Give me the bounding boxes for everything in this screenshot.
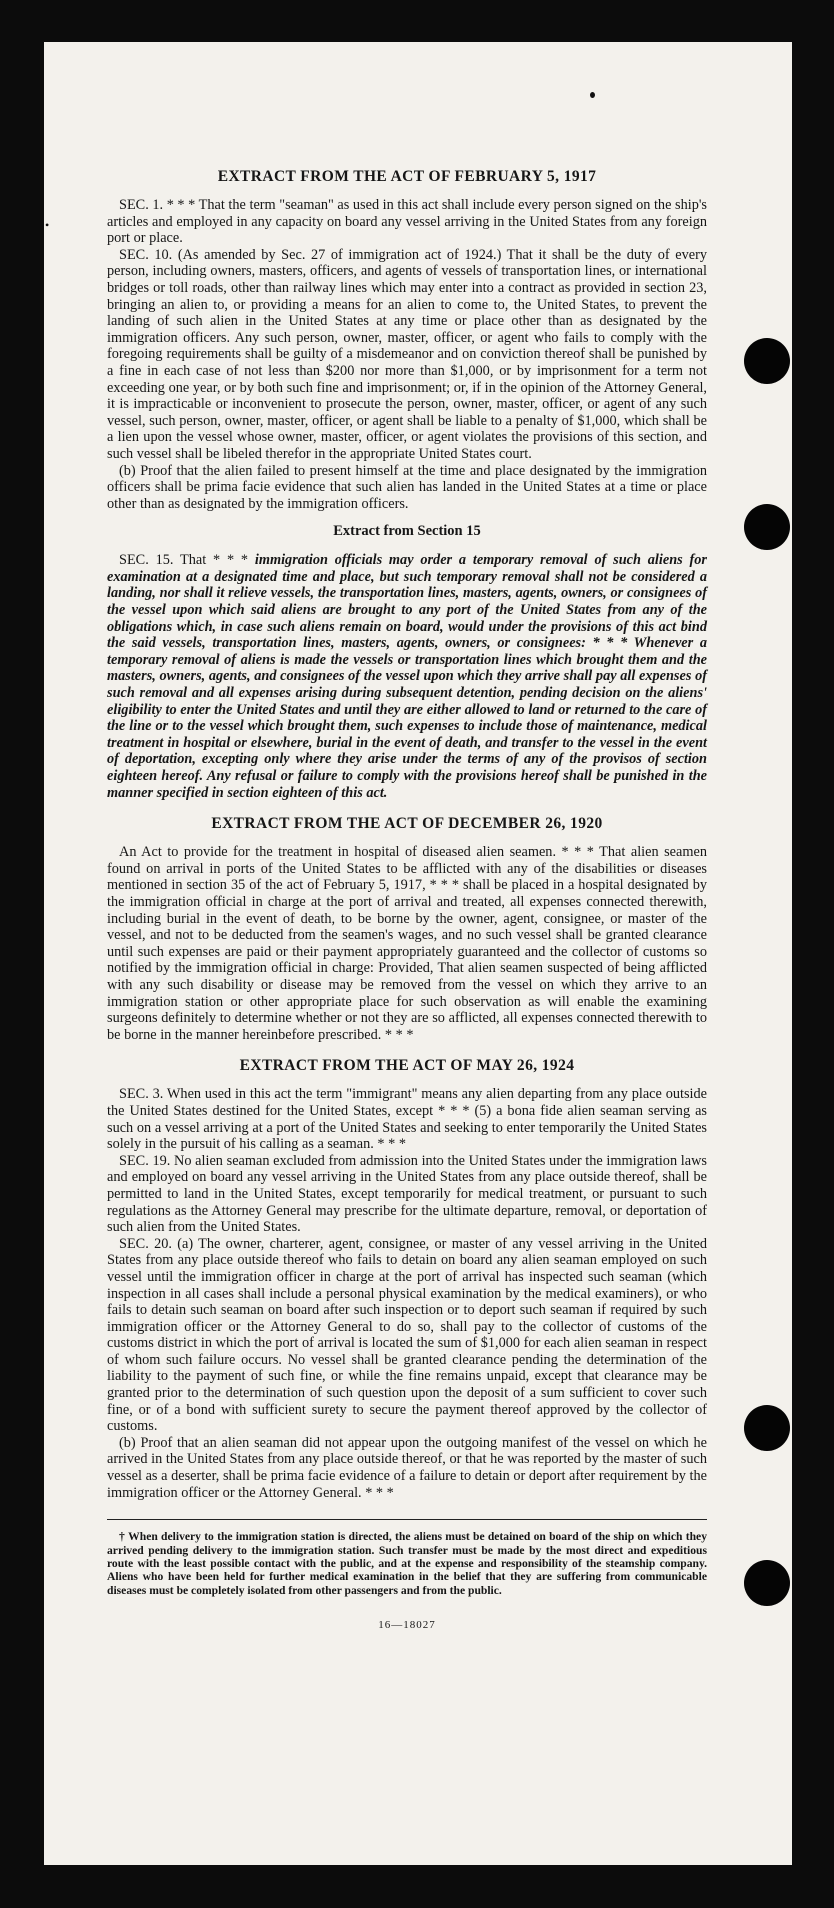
paragraph-sec-15 <box>107 552 707 801</box>
section-heading-feb-1917: EXTRACT FROM THE ACT OF FEBRUARY 5, 1917 <box>217 168 597 185</box>
paragraph-sec-10: SEC. 10. (As amended by Sec. 27 of immigration act of 1924.) That it shall be the duty of every person, including owners, masters, officers, and agents of vessels of transportation lines, or international bridges or toll roads, other than railway lines which may enter into a contract as provided in section 23, bringing an alien to, or providing a means for an alien to come to, the United States, to prevent the landing of such alien in the United States at any time or place other than as designated by the immigration officers. Any such person, owner, master, officer, or agent who fails to comply with the foregoing requirements shall be guilty of a misdemeanor and on conviction thereof shall be punished by a fine in each case of not less than $200 nor more than $1,000, or by imprisonment for a term not exceeding one year, or by both such fine and imprisonment; or, if in the opinion of the Attorney General, it is impracticable or inconvenient to prosecute the person, owner, master, officer, or agent of any such vessel, such person, owner, master, officer, or agent shall be liable to a penalty of $1,000, which shall be a lien upon the vessel whose owner, master, officer, or agent violates the provisions of this section, and such vessel shall be libeled therefor in the appropriate United States court. <box>107 246 707 462</box>
punch-hole <box>744 1560 790 1606</box>
paragraph-sec-19: SEC. 19. No alien seaman excluded from admission into the United States under the immigration laws and employed on board any vessel arriving in the United States from any place outside thereof, shall be permitted to land in the United States, except temporarily for medical treatment, or pursuant to such regulations as the Attorney General may prescribe for the ultimate departure, removal, or deportation of such alien from the United States. <box>107 1152 707 1236</box>
punch-hole <box>744 1405 790 1451</box>
paragraph-sec-20-b: (b) Proof that an alien seaman did not appear upon the outgoing manifest of the vessel on which he arrived in the United States from any place outside thereof, or that he was reported by the master of such vessel as a deserter, shall be prima facie evidence of a failure to detain or deport after requirement by the immigration officer or the Attorney General. * * * <box>107 1434 707 1501</box>
paragraph-sec-10-b: (b) Proof that the alien failed to present himself at the time and place designated by the immigration officers shall be prima facie evidence that such alien has landed in the United States at a time or place other than as designated by the immigration officers. <box>107 462 707 512</box>
footnote-divider <box>107 1519 707 1520</box>
footnote-block <box>107 1530 707 1597</box>
sec-15-body: immigration officials may order a temporary removal of such aliens for examination at a designated time and place, but such temporary removal shall not be considered a landing, nor shall it relieve vessels, the transportation lines, masters, agents, owners, or consignees of the vessel upon which said aliens are brought to any port of the United States from any of the obligations which, in case such aliens remain on board, would under the provisions of this act bind the said vessels, transportation lines, masters, agents, owners, or consignees: * * * Whenever a temporary removal of aliens is made the vessels or transportation lines which brought them and the masters, owners, agents, and consignees of the vessel upon which they arrive shall pay all expenses of such removal and all expenses arising during subsequent detention, pending decision on the aliens' eligibility to enter the United States and until they are either allowed to land or returned to the care of the line or to the vessel which brought them, such expenses to include those of maintenance, medical treatment in hospital or elsewhere, burial in the event of death, and transfer to the vessel in the event of deportation, excepting only where they arise under the terms of any of the provisos of section eighteen hereof. Any refusal or failure to comply with the provisions hereof shall be punished in the manner specified in section eighteen of this act. <box>107 552 707 801</box>
section-heading-section-15: Extract from Section 15 <box>333 523 481 540</box>
footnote-text: † When delivery to the immigration station is directed, the aliens must be detained on board of the ship on which they arrived pending delivery to the immigration station. Such transfer must be made by the most direct and expeditious route with the least possible contact with the public, and at the expense and responsibility of the steamship company. Aliens who have been held for further medical examination in the belief that they are suffering from communicable diseases must be completely isolated from other passengers and from the public. <box>107 1530 707 1597</box>
section-heading-may-1924: EXTRACT FROM THE ACT OF MAY 26, 1924 <box>239 1057 575 1075</box>
page-number: 16—18027 <box>378 1619 436 1632</box>
punch-hole <box>744 338 790 384</box>
stray-mark: • <box>45 218 50 232</box>
paragraph-act-1920: An Act to provide for the treatment in hospital of diseased alien seamen. * * * That alien seamen found on arrival in ports of the United States to be afflicted with any of the disabilities or diseases mentioned in section 35 of the act of February 5, 1917, * * * shall be placed in a hospital designated by the immigration official in charge at the port of arrival and treated, all expenses connected therewith, including burial in the event of death, to be borne by the owner, agent, consignee, or master of the vessel, and not to be deducted from the seamen's wages, and no such vessel shall be granted clearance until such expenses are paid or their payment appropriately guaranteed and the collector of customs so notified by the immigration official in charge: Provided, That alien seamen suspected of being afflicted with any such disability or disease may be removed from the vessel on which they arrive to an immigration station or other appropriate place for such observation as will enable the examining surgeons definitely to determine whether or not they are so afflicted, all expenses connected therewith to be borne in the manner hereinbefore prescribed. * * * <box>107 844 707 1043</box>
paper-speck <box>590 92 595 98</box>
section-heading-dec-1920: EXTRACT FROM THE ACT OF DECEMBER 26, 1920 <box>211 815 603 833</box>
paragraph-sec-20-a: SEC. 20. (a) The owner, charterer, agent, consignee, or master of any vessel arriving in the United States from any place outside thereof who fails to detain on board any alien seaman employed on such vessel until the immigration officer in charge at the port of arrival has inspected such seaman (which inspection in all cases shall include a personal physical examination by the medical examiners), or who fails to detain such seaman on board after such inspection or to deport such seaman if required by such immigration officer or the Attorney General to do so, shall pay to the collector of customs of the customs district in which the port of arrival is located the sum of $1,000 for each alien seaman in respect of whom such failure occurs. No vessel shall be granted clearance pending the determination of the liability to the payment of such fine, or while the fine remains unpaid, except that clearance may be granted prior to the determination of such question upon the deposit of a sum sufficient to cover such fine, or of a bond with sufficient surety to secure the payment thereof approved by the collector of customs. <box>107 1235 707 1435</box>
document-body <box>107 168 707 1631</box>
punch-hole <box>744 504 790 550</box>
paragraph-sec-3: SEC. 3. When used in this act the term "immigrant" means any alien departing from any place outside the United States destined for the United States, except * * * (5) a bona fide alien seaman serving as such on a vessel arriving at a port of the United States and seeking to enter temporarily the United States solely in the pursuit of his calling as a seaman. * * * <box>107 1086 707 1153</box>
paragraph-sec-1: SEC. 1. * * * That the term "seaman" as used in this act shall include every person signed on the ship's articles and employed in any capacity on board any vessel arriving in the United States from any foreign port or place. <box>107 197 707 247</box>
sec-15-lead: SEC. 15. That * * * <box>119 552 249 569</box>
document-page <box>44 42 792 1865</box>
